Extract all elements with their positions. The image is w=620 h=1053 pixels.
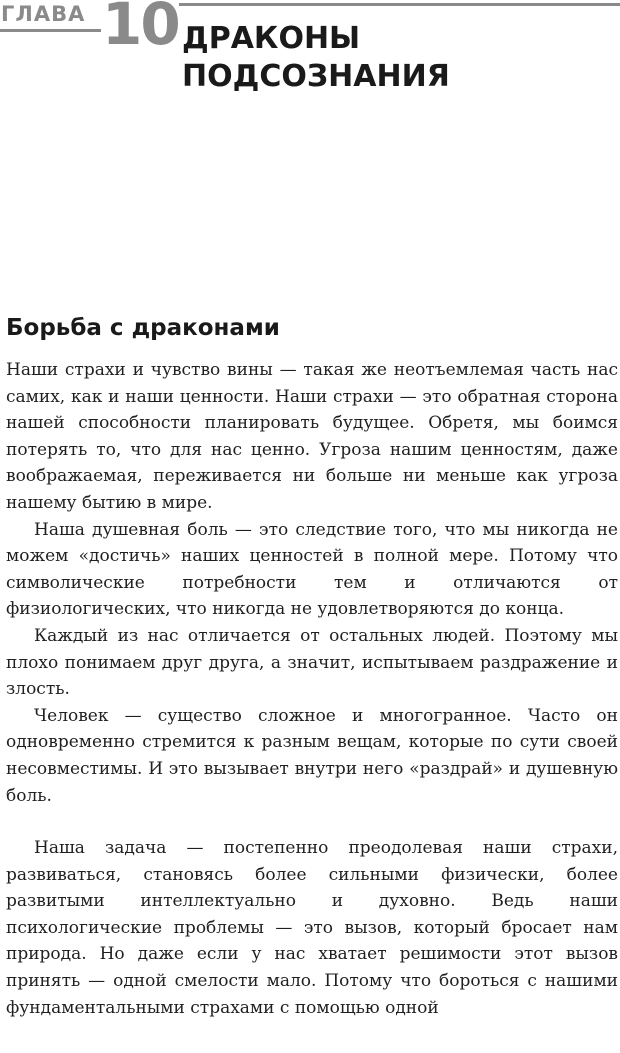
chapter-label: ГЛАВА: [1, 2, 86, 26]
chapter-title-line-1: ДРАКОНЫ: [182, 21, 361, 56]
chapter-title-line-2: ПОДСОЗНАНИЯ: [182, 59, 450, 94]
body-text: [6, 357, 618, 1021]
section-heading: Борьба с драконами: [6, 315, 280, 341]
paragraph-1: Наши страхи и чувство вины — такая же неотъемлемая часть нас самих, как и наши ценности. Наши страхи — это обратная сторона нашей способности планировать будущее. Обретя, мы боимся потерять то, что для нас ценно. Угроза нашим ценностям, даже воображаемая, переживается ни больше ни меньше как угроза нашему бытию в мире.: [6, 360, 618, 513]
paragraph-4: Человек — существо сложное и многогранное. Часто он одновременно стремится к разным вещам, которые по сути своей несовместимы. И это вызывает внутри него «раздрай» и душевную боль.: [6, 705, 618, 806]
paragraph-3: Каждый из нас отличается от остальных людей. Поэтому мы плохо понимаем друг друга, а значит, испытываем раздражение и злость.: [6, 625, 618, 700]
paragraph-2: Наша душевная боль — это следствие того, что мы никогда не можем «достичь» наших ценностей в полной мере. Потому что символические потребности тем и отличаются от физиологических, что никогда не удовлетворяются до конца.: [6, 519, 618, 620]
chapter-rule-top: [179, 3, 620, 6]
chapter-rule-left: [0, 29, 101, 32]
chapter-number: 10: [102, 0, 179, 58]
paragraph-5: Наша задача — постепенно преодолевая наши страхи, развиваться, становясь более сильными физически, более развитыми интеллектуально и духовно. Ведь наши психологические проблемы — это вызов, который бросает нам природа. Но даже если у нас хватает решимости этот вызов принять — одной смелости мало. Потому что бороться с нашими фундаментальными страхами с помощью одной: [6, 838, 618, 1018]
chapter-title: [182, 20, 450, 96]
chapter-header: [0, 0, 620, 110]
